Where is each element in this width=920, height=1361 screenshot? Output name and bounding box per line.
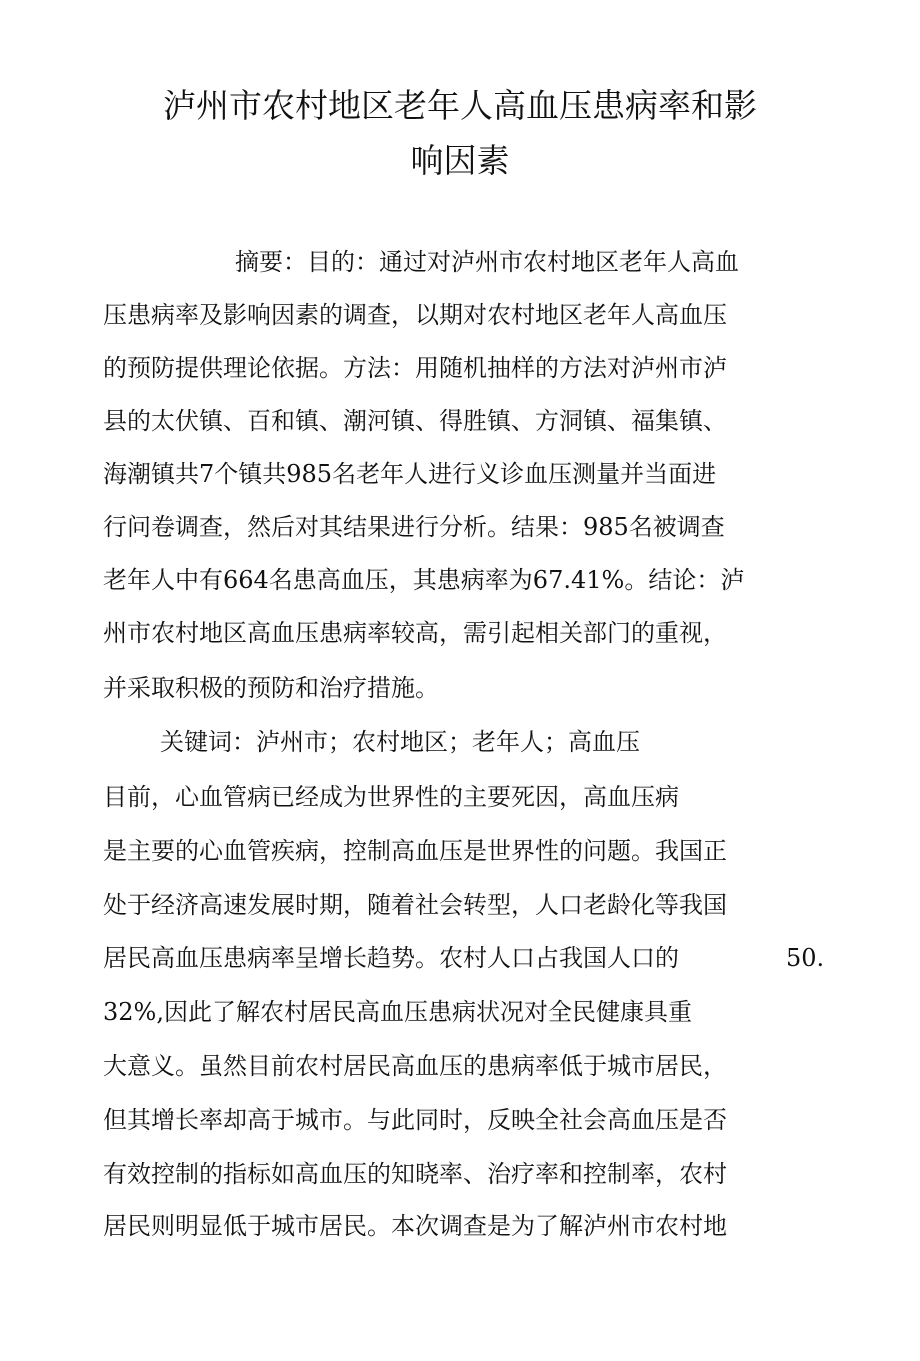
body-line: 32%,因此了解农村居民高血压患病状况对全民健康具重 [103,998,692,1026]
abstract-line: 的预防提供理论依据。方法：用随机抽样的方法对泸州市泸 [103,354,727,382]
body-line: 有效控制的指标如高血压的知晓率、治疗率和控制率，农村 [103,1160,727,1188]
body-line: 居民则明显低于城市居民。本次调查是为了解泸州市农村地 [103,1212,727,1240]
abstract-line: 县的太伏镇、百和镇、潮河镇、得胜镇、方洞镇、福集镇、 [103,407,727,435]
abstract-line: 摘要：目的：通过对泸州市农村地区老年人高血 [235,248,739,276]
abstract-line: 老年人中有664名患高血压，其患病率为67.41%。结论：泸 [103,566,745,594]
abstract-line: 压患病率及影响因素的调查，以期对农村地区老年人高血压 [103,301,727,329]
body-line: 大意义。虽然目前农村居民高血压的患病率低于城市居民， [103,1052,727,1080]
body-line: 目前，心血管病已经成为世界性的主要死因，高血压病 [103,783,679,811]
keywords: 关键词：泸州市；农村地区；老年人；高血压 [160,728,640,756]
document-title-line-2: 响因素 [410,141,510,180]
body-line: 但其增长率却高于城市。与此同时，反映全社会高血压是否 [103,1106,727,1134]
abstract-line: 州市农村地区高血压患病率较高，需引起相关部门的重视， [103,619,727,647]
abstract-line: 行问卷调查，然后对其结果进行分析。结果：985名被调查 [103,513,725,541]
abstract-line: 并采取积极的预防和治疗措施。 [103,674,439,702]
document-title-line-1: 泸州市农村地区老年人高血压患病率和影 [163,86,757,125]
body-line: 居民高血压患病率呈增长趋势。农村人口占我国人口的 [103,944,679,972]
abstract-line: 海潮镇共7个镇共985名老年人进行义诊血压测量并当面进 [103,460,717,488]
body-line: 是主要的心血管疾病，控制高血压是世界性的问题。我国正 [103,837,727,865]
body-line: 处于经济高速发展时期，随着社会转型，人口老龄化等我国 [103,891,727,919]
body-line-fragment: 50. [786,944,825,972]
